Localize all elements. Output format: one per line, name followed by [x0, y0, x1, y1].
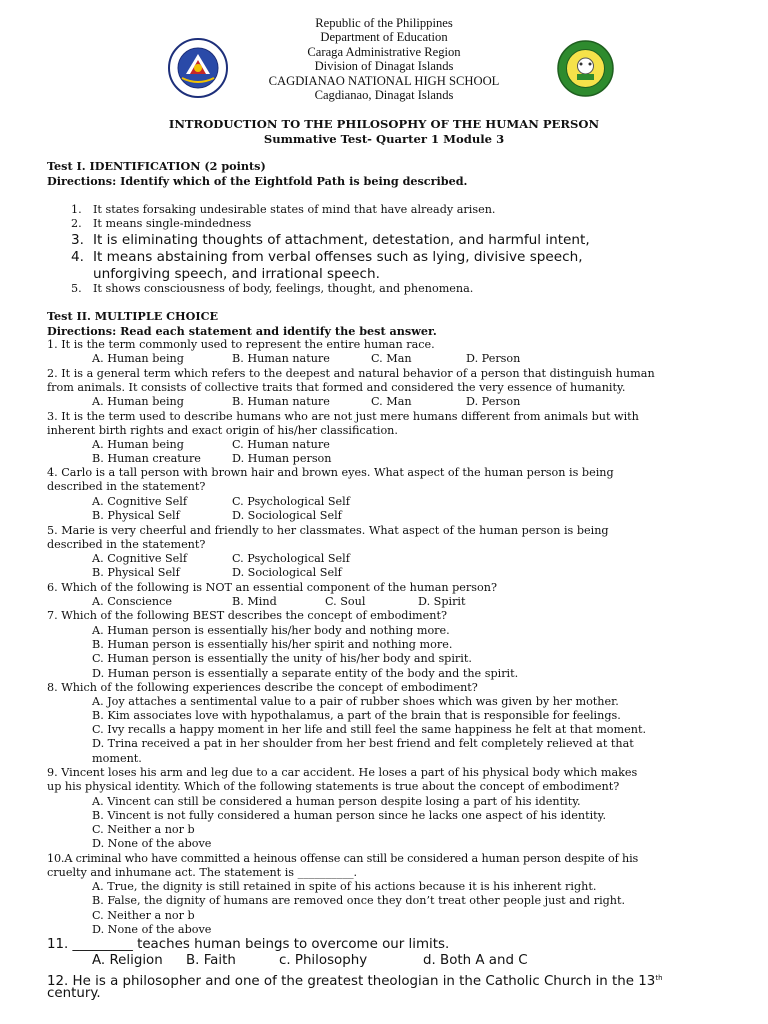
header-line-region: Caraga Administrative Region: [307, 44, 461, 59]
option: C. Psychological Self: [232, 552, 350, 565]
option: D. Sociological Self: [232, 509, 342, 522]
question-9-continuation: up his physical identity. Which of the following statements is true about the concept of embodiment?: [47, 780, 620, 793]
option: C. Human person is essentially the unity of his/her body and spirit.: [92, 652, 472, 665]
question-4-continuation: described in the statement?: [47, 480, 206, 493]
option: D. Human person: [232, 452, 332, 465]
test1-item-continuation: unforgiving speech, and irrational speech.: [93, 266, 380, 282]
option: A. Cognitive Self: [92, 495, 188, 508]
option: D. Person: [466, 352, 521, 365]
option: B. Physical Self: [92, 566, 180, 579]
test1-item: [71, 203, 495, 217]
question-6: 6. Which of the following is NOT an essential component of the human person?: [47, 581, 497, 594]
question-11: 11. _________ teaches human beings to overcome our limits.: [47, 937, 450, 952]
item-text: It is eliminating thoughts of attachment, detestation, and harmful intent,: [93, 232, 590, 248]
question-3: 3. It is the term used to describe humans who are not just mere humans different from animals but with: [47, 410, 639, 423]
option: A. Vincent can still be considered a human person despite losing a part of his identity.: [92, 795, 581, 808]
option: C. Soul: [325, 595, 366, 608]
option: C. Neither a nor b: [92, 823, 195, 836]
option: C. Man: [371, 352, 412, 365]
header-line-republic: Republic of the Philippines: [315, 16, 453, 30]
document-title: INTRODUCTION TO THE PHILOSOPHY OF THE HUMAN PERSON: [168, 117, 600, 131]
option: A. Human being: [92, 438, 184, 451]
test1-item: [71, 232, 590, 248]
item-number: 2.: [71, 217, 82, 230]
item-text: It states forsaking undesirable states of mind that have already arisen.: [93, 203, 496, 216]
test2-directions: Directions: Read each statement and identify the best answer.: [47, 324, 437, 338]
item-number: 1.: [71, 203, 82, 216]
option: D. Sociological Self: [232, 566, 342, 579]
option: A. Religion: [92, 953, 163, 968]
option: B. Physical Self: [92, 509, 180, 522]
option: C. Psychological Self: [232, 495, 350, 508]
option: B. Faith: [186, 953, 236, 968]
option: B. Human creature: [92, 452, 201, 465]
option: D. Spirit: [418, 595, 466, 608]
option: d. Both A and C: [423, 953, 528, 968]
item-text: It means abstaining from verbal offenses such as lying, divisive speech,: [93, 249, 583, 265]
question-10: 10.A criminal who have committed a heinous offense can still be considered a human person despite of his: [47, 852, 639, 865]
question-12-text: 12. He is a philosopher and one of the greatest theologian in the Catholic Church in the 13: [47, 974, 656, 989]
option: B. Vincent is not fully considered a human person since he lacks one aspect of his identity.: [92, 809, 607, 822]
item-number: 5.: [71, 282, 82, 295]
item-text: It means single-mindedness: [93, 217, 252, 230]
option: A. Conscience: [92, 595, 172, 608]
question-2: 2. It is a general term which refers to the deepest and natural behavior of a person that distinguish human: [47, 367, 655, 380]
header-line-division: Division of Dinagat Islands: [314, 59, 454, 74]
question-12-superscript: th: [655, 974, 663, 982]
option: A. Human being: [92, 395, 184, 408]
option: C. Human nature: [232, 438, 330, 451]
question-3-continuation: inherent birth rights and exact origin of his/her classification.: [47, 424, 398, 437]
item-number: 4.: [71, 249, 84, 265]
question-5-continuation: described in the statement?: [47, 538, 206, 551]
question-9: 9. Vincent loses his arm and leg due to a car accident. He loses a part of his physical body which makes: [47, 766, 638, 779]
item-number: 3.: [71, 232, 84, 248]
option: C. Ivy recalls a happy moment in her life and still feel the same happiness he felt at that moment.: [92, 723, 647, 736]
question-5: 5. Marie is very cheerful and friendly to her classmates. What aspect of the human person is being: [47, 524, 609, 537]
option: C. Neither a nor b: [92, 909, 195, 922]
header-line-department: Department of Education: [320, 30, 448, 45]
option: D. Trina received a pat in her shoulder from her best friend and felt completely relieved at that: [92, 737, 634, 750]
option: B. Human nature: [232, 395, 330, 408]
test1-item: [71, 217, 251, 231]
option: A. True, the dignity is still retained in spite of his actions because it is his inherent right.: [92, 880, 597, 893]
question-12-continuation: century.: [47, 986, 101, 1001]
test1-heading: Test I. IDENTIFICATION (2 points): [47, 159, 266, 173]
test2-heading: Test II. MULTIPLE CHOICE: [47, 309, 219, 323]
item-text: It shows consciousness of body, feelings, thought, and phenomena.: [93, 282, 474, 295]
option: C. Man: [371, 395, 412, 408]
option: D. Human person is essentially a separate entity of the body and the spirit.: [92, 667, 519, 680]
test1-item: [71, 282, 473, 296]
header-line-address: Cagdianao, Dinagat Islands: [314, 88, 454, 103]
option: A. Cognitive Self: [92, 552, 188, 565]
question-4: 4. Carlo is a tall person with brown hair and brown eyes. What aspect of the human person is being: [47, 466, 614, 479]
question-1: 1. It is the term commonly used to represent the entire human race.: [47, 338, 435, 351]
test1-directions: Directions: Identify which of the Eightfold Path is being described.: [47, 174, 468, 188]
option: D. Person: [466, 395, 521, 408]
option: B. False, the dignity of humans are removed once they don’t treat other people just and right.: [92, 894, 626, 907]
option: A. Joy attaches a sentimental value to a pair of rubber shoes which was given by her mother.: [92, 695, 619, 708]
option: D. None of the above: [92, 923, 212, 936]
document-subtitle: Summative Test- Quarter 1 Module 3: [263, 132, 505, 146]
question-10-continuation: cruelty and inhumane act. The statement is __________.: [47, 866, 358, 879]
test1-item: [71, 249, 583, 265]
question-7: 7. Which of the following BEST describes the concept of embodiment?: [47, 609, 447, 622]
option: D. None of the above: [92, 837, 212, 850]
option-continuation: moment.: [92, 752, 142, 765]
option: B. Human nature: [232, 352, 330, 365]
question-2-continuation: from animals. It consists of collective traits that formed and considered the very essence of humanity.: [47, 381, 626, 394]
option: B. Human person is essentially his/her spirit and nothing more.: [92, 638, 453, 651]
question-8: 8. Which of the following experiences describe the concept of embodiment?: [47, 681, 478, 694]
option: B. Mind: [232, 595, 277, 608]
question-12: [47, 970, 663, 990]
option: A. Human person is essentially his/her body and nothing more.: [92, 624, 450, 637]
header-line-school: CAGDIANAO NATIONAL HIGH SCHOOL: [268, 73, 500, 88]
option: c. Philosophy: [279, 953, 368, 968]
option: A. Human being: [92, 352, 184, 365]
document-header: [0, 16, 768, 102]
option: B. Kim associates love with hypothalamus, a part of the brain that is responsible for feelings.: [92, 709, 621, 722]
